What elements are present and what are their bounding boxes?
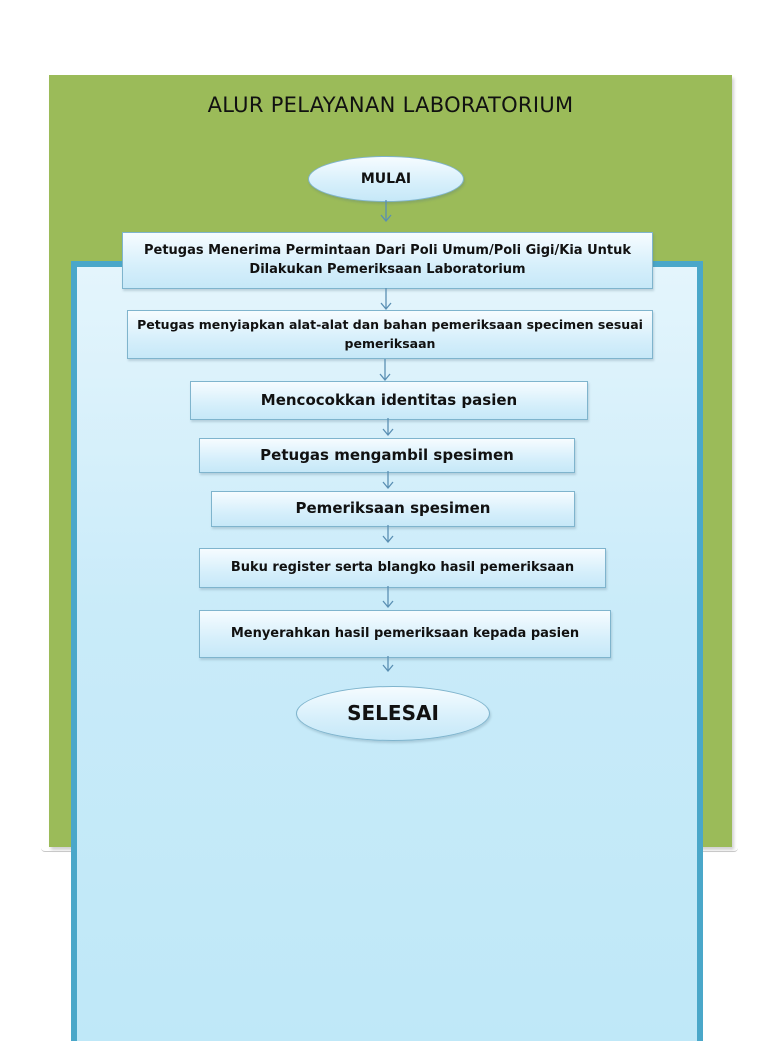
page-title: ALUR PELAYANAN LABORATORIUM [207,93,574,117]
step-4-box: Petugas mengambil spesimen [199,438,575,473]
flow-arrow-8 [381,656,395,672]
flow-arrow-4 [381,418,395,436]
flow-arrow-1 [379,200,393,222]
end-node: SELESAI [296,686,490,741]
flow-arrow-5 [381,471,395,489]
flow-arrow-6 [381,525,395,543]
start-node: MULAI [308,156,464,202]
flow-arrow-7 [381,586,395,608]
step-6-box: Buku register serta blangko hasil pemeriksaan [199,548,606,588]
step-2-box: Petugas menyiapkan alat-alat dan bahan pemeriksaan specimen sesuai pemeriksaan [127,310,653,359]
step-5-box: Pemeriksaan spesimen [211,491,575,527]
step-3-box: Mencocokkan identitas pasien [190,381,588,420]
flow-arrow-3 [378,359,392,381]
flow-arrow-2 [379,288,393,310]
step-7-box: Menyerahkan hasil pemeriksaan kepada pasien [199,610,611,658]
step-1-box: Petugas Menerima Permintaan Dari Poli Umum/Poli Gigi/Kia Untuk Dilakukan Pemeriksaan Laboratorium [122,232,653,289]
